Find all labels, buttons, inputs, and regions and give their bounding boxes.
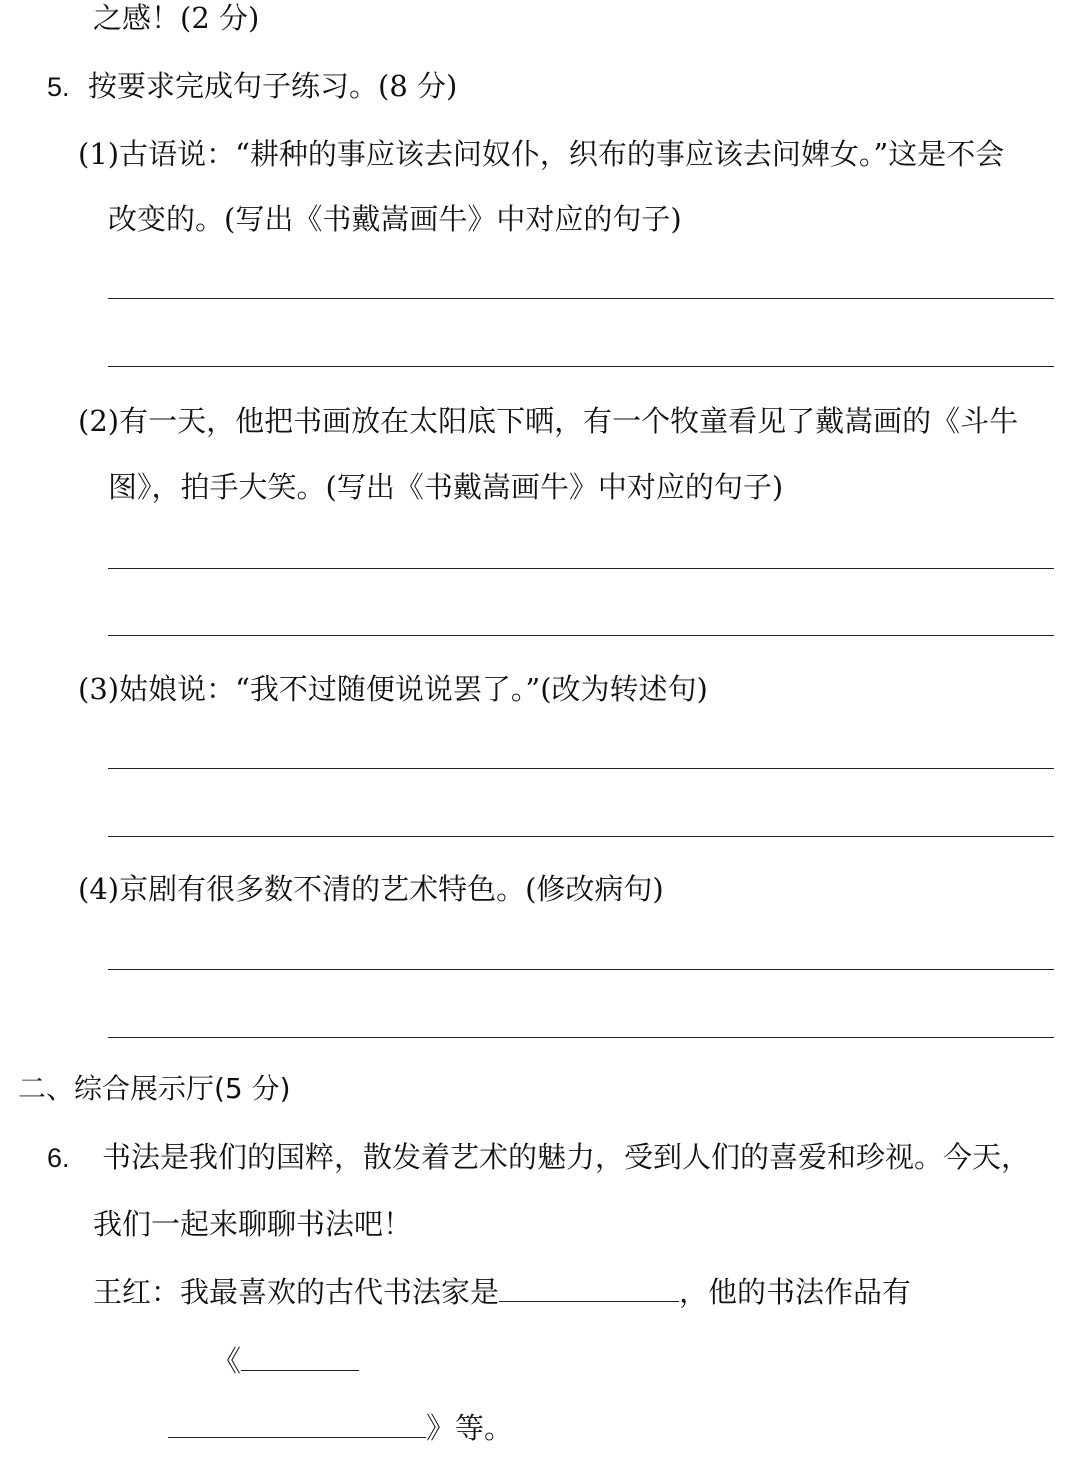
top-fragment: 之感！(2 分) (93, 1, 260, 35)
q6-number: 6. (47, 1143, 70, 1173)
speaker-middle: ，他的书法作品有 (679, 1275, 912, 1309)
q5-item4-line1: (4)京剧有很多数不清的艺术特色。(修改病句) (78, 872, 664, 906)
works-line-open (212, 1342, 359, 1379)
works-open-bracket: 《 (212, 1344, 242, 1378)
q5-item3-line1: (3)姑娘说：“我不过随便说说罢了。”(改为转述句) (78, 672, 708, 706)
q5-item1-line2: 改变的。(写出《书戴嵩画牛》中对应的句子) (108, 202, 682, 236)
answer-line[interactable] (108, 298, 1054, 299)
answer-line[interactable] (108, 1037, 1054, 1038)
works-line-close (168, 1409, 513, 1446)
answer-line[interactable] (108, 366, 1054, 367)
answer-line[interactable] (108, 836, 1054, 837)
q6-speaker-line (93, 1273, 911, 1310)
answer-line[interactable] (108, 969, 1054, 970)
answer-line[interactable] (108, 635, 1054, 636)
answer-line[interactable] (108, 768, 1054, 769)
q5-item1-line1: (1)古语说：“耕种的事应该去问奴仆，织布的事应该去问婢女。”这是不会 (78, 137, 1005, 171)
works-close: 》等。 (426, 1411, 514, 1445)
q5-number: 5. (47, 72, 70, 102)
q6-line1: 书法是我们的国粹，散发着艺术的魅力，受到人们的喜爱和珍视。今天， (102, 1140, 1031, 1174)
q6-line2: 我们一起来聊聊书法吧！ (93, 1207, 413, 1241)
q5-item2-line1: (2)有一天，他把书画放在太阳底下晒，有一个牧童看见了戴嵩画的《斗牛 (78, 404, 1019, 438)
speaker-prefix: 王红：我最喜欢的古代书法家是 (93, 1275, 500, 1309)
works-blank-2[interactable] (168, 1409, 426, 1438)
section2-title: 二、综合展示厅(5 分) (18, 1072, 291, 1105)
works-blank-1[interactable] (241, 1342, 359, 1371)
answer-line[interactable] (108, 568, 1054, 569)
calligrapher-blank[interactable] (499, 1273, 679, 1302)
q5-title: 按要求完成句子练习。(8 分) (88, 69, 458, 103)
q5-item2-line2: 图》，拍手大笑。(写出《书戴嵩画牛》中对应的句子) (108, 470, 784, 504)
